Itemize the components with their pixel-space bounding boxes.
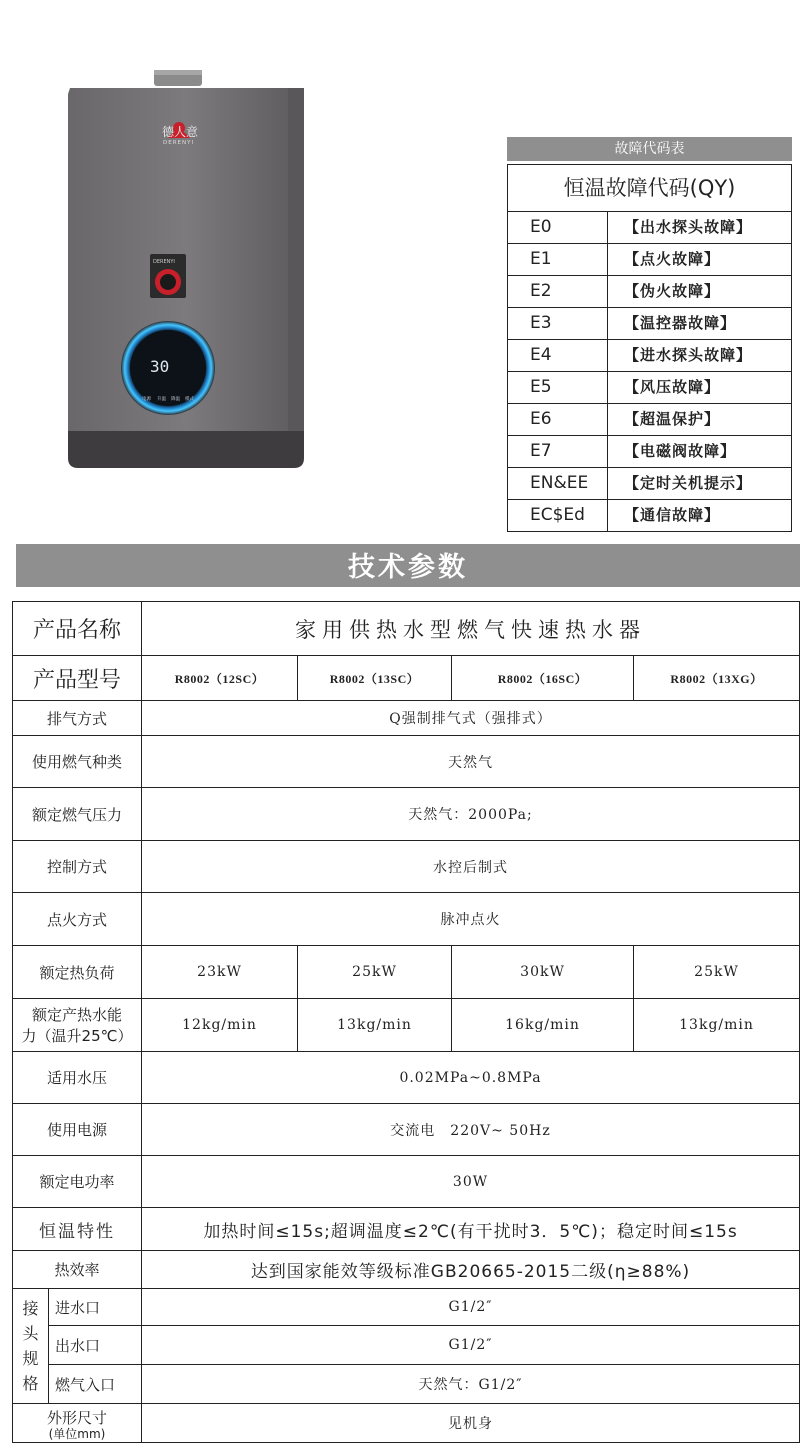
fault-row <box>508 212 791 244</box>
outlet-label: 出水口 <box>49 1326 142 1365</box>
heat-load-cell: 23kW <box>142 946 298 999</box>
dimension-unit: (单位mm) <box>48 1426 106 1441</box>
fault-desc: 【伪火故障】 <box>624 282 721 300</box>
fault-table-header: 故障代码表 <box>507 137 792 161</box>
fault-row <box>508 340 791 372</box>
brand-logo <box>162 122 198 146</box>
svg-text:DERENYI: DERENYI <box>153 259 175 265</box>
control-value: 水控后制式 <box>142 841 800 893</box>
fault-desc: 【定时关机提示】 <box>624 474 753 492</box>
model-cell: R8002（12SC） <box>142 656 298 701</box>
table-row <box>13 656 800 701</box>
fault-code: E7 <box>508 436 608 467</box>
display-button-up: 升温 <box>157 397 166 402</box>
table-row <box>13 946 800 999</box>
water-pressure-value: 0.02MPa~0.8MPa <box>142 1052 800 1104</box>
display-button-power: 电源 <box>142 397 151 402</box>
dimension-label <box>13 1404 142 1443</box>
display-readout: 30 <box>150 357 170 376</box>
svg-text:DERENYI: DERENYI <box>163 140 195 146</box>
fault-row <box>508 372 791 404</box>
product-name-label: 产品名称 <box>13 602 142 656</box>
svg-text:德人意: 德人意 <box>162 125 199 139</box>
table-row <box>13 1104 800 1156</box>
dimension-value: 见机身 <box>142 1404 800 1443</box>
inlet-label: 进水口 <box>49 1289 142 1326</box>
fault-desc: 【超温保护】 <box>624 410 721 428</box>
power-supply-value: 交流电 220V~ 50Hz <box>142 1104 800 1156</box>
fault-code: E3 <box>508 308 608 339</box>
fault-row <box>508 244 791 276</box>
power-value: 30W <box>142 1156 800 1208</box>
capacity-cell: 16kg/min <box>452 999 634 1052</box>
fault-row <box>508 500 791 531</box>
fault-code: E0 <box>508 212 608 243</box>
capacity-label-line-2: 力（温升25℃） <box>21 1027 133 1045</box>
spec-banner: 技术参数 <box>16 544 800 587</box>
spec-table <box>12 601 800 1443</box>
table-row <box>13 736 800 788</box>
fault-code: E1 <box>508 244 608 275</box>
heat-load-label: 额定热负荷 <box>13 946 142 999</box>
connector-char: 接 <box>22 1299 39 1318</box>
fault-desc: 【通信故障】 <box>624 506 721 524</box>
control-label: 控制方式 <box>13 841 142 893</box>
model-cell: R8002（13XG） <box>634 656 800 701</box>
table-row <box>13 893 800 946</box>
connector-char: 规 <box>22 1349 39 1368</box>
table-row <box>13 1251 800 1289</box>
efficiency-value: 达到国家能效等级标准GB20665-2015二级(η≥88%) <box>142 1251 800 1289</box>
ignition-label: 点火方式 <box>13 893 142 946</box>
heat-load-cell: 30kW <box>452 946 634 999</box>
constant-temp-label: 恒温特性 <box>13 1208 142 1251</box>
power-supply-label: 使用电源 <box>13 1104 142 1156</box>
efficiency-label: 热效率 <box>13 1251 142 1289</box>
fault-row <box>508 308 791 340</box>
fault-row <box>508 468 791 500</box>
water-pressure-label: 适用水压 <box>13 1052 142 1104</box>
product-name-value: 家用供热水型燃气快速热水器 <box>142 602 800 656</box>
table-row <box>13 1365 800 1404</box>
water-heater-illustration <box>60 66 310 471</box>
power-label: 额定电功率 <box>13 1156 142 1208</box>
fault-row <box>508 276 791 308</box>
table-row <box>13 1052 800 1104</box>
table-row <box>13 841 800 893</box>
exhaust-label: 排气方式 <box>13 701 142 736</box>
model-cell: R8002（13SC） <box>298 656 452 701</box>
fault-code: E6 <box>508 404 608 435</box>
fault-desc: 【进水探头故障】 <box>624 346 753 364</box>
model-cell: R8002（16SC） <box>452 656 634 701</box>
fault-table-title: 恒温故障代码(QY) <box>508 165 791 212</box>
table-row <box>13 602 800 656</box>
table-row <box>13 1156 800 1208</box>
fault-row <box>508 436 791 468</box>
constant-temp-value: 加热时间≤15s;超调温度≤2℃(有干扰时3．5℃)；稳定时间≤15s <box>142 1208 800 1251</box>
table-row <box>13 1208 800 1251</box>
table-row <box>13 788 800 841</box>
table-row <box>13 1326 800 1365</box>
fault-code: EC$Ed <box>508 500 608 531</box>
display-button-down: 降温 <box>171 397 180 402</box>
gas-inlet-value: 天然气：G1/2″ <box>142 1365 800 1404</box>
fault-code: E5 <box>508 372 608 403</box>
gas-inlet-label: 燃气入口 <box>49 1365 142 1404</box>
table-row <box>13 999 800 1052</box>
inlet-value: G1/2″ <box>142 1289 800 1326</box>
capacity-cell: 12kg/min <box>142 999 298 1052</box>
connector-spec-label <box>13 1289 49 1404</box>
fault-code-table <box>507 164 792 532</box>
gas-pressure-label: 额定燃气压力 <box>13 788 142 841</box>
fault-desc: 【电磁阀故障】 <box>624 442 737 460</box>
connector-char: 格 <box>22 1374 39 1393</box>
fault-desc: 【风压故障】 <box>624 378 721 396</box>
heat-load-cell: 25kW <box>634 946 800 999</box>
fault-row <box>508 404 791 436</box>
gas-pressure-value: 天然气：2000Pa; <box>142 788 800 841</box>
model-label: 产品型号 <box>13 656 142 701</box>
connector-char: 头 <box>22 1324 39 1343</box>
ignition-value: 脉冲点火 <box>142 893 800 946</box>
emblem-badge <box>150 254 186 298</box>
display-button-mode: 模式 <box>185 397 194 402</box>
capacity-label-line-1: 额定产热水能 <box>32 1006 123 1024</box>
fault-code: EN&EE <box>508 468 608 499</box>
table-row <box>13 1289 800 1326</box>
fault-code: E4 <box>508 340 608 371</box>
heat-load-cell: 25kW <box>298 946 452 999</box>
gas-type-label: 使用燃气种类 <box>13 736 142 788</box>
fault-desc: 【温控器故障】 <box>624 314 737 332</box>
fault-code: E2 <box>508 276 608 307</box>
gas-type-value: 天然气 <box>142 736 800 788</box>
outlet-value: G1/2″ <box>142 1326 800 1365</box>
table-row <box>13 701 800 736</box>
fault-code-panel <box>507 137 792 532</box>
capacity-label <box>13 999 142 1052</box>
exhaust-value: Q强制排气式（强排式） <box>142 701 800 736</box>
capacity-cell: 13kg/min <box>298 999 452 1052</box>
table-row <box>13 1404 800 1443</box>
fault-desc: 【点火故障】 <box>624 250 721 268</box>
dimension-label-text: 外形尺寸 <box>47 1408 108 1427</box>
capacity-cell: 13kg/min <box>634 999 800 1052</box>
fault-desc: 【出水探头故障】 <box>624 218 753 236</box>
control-panel <box>121 321 215 415</box>
